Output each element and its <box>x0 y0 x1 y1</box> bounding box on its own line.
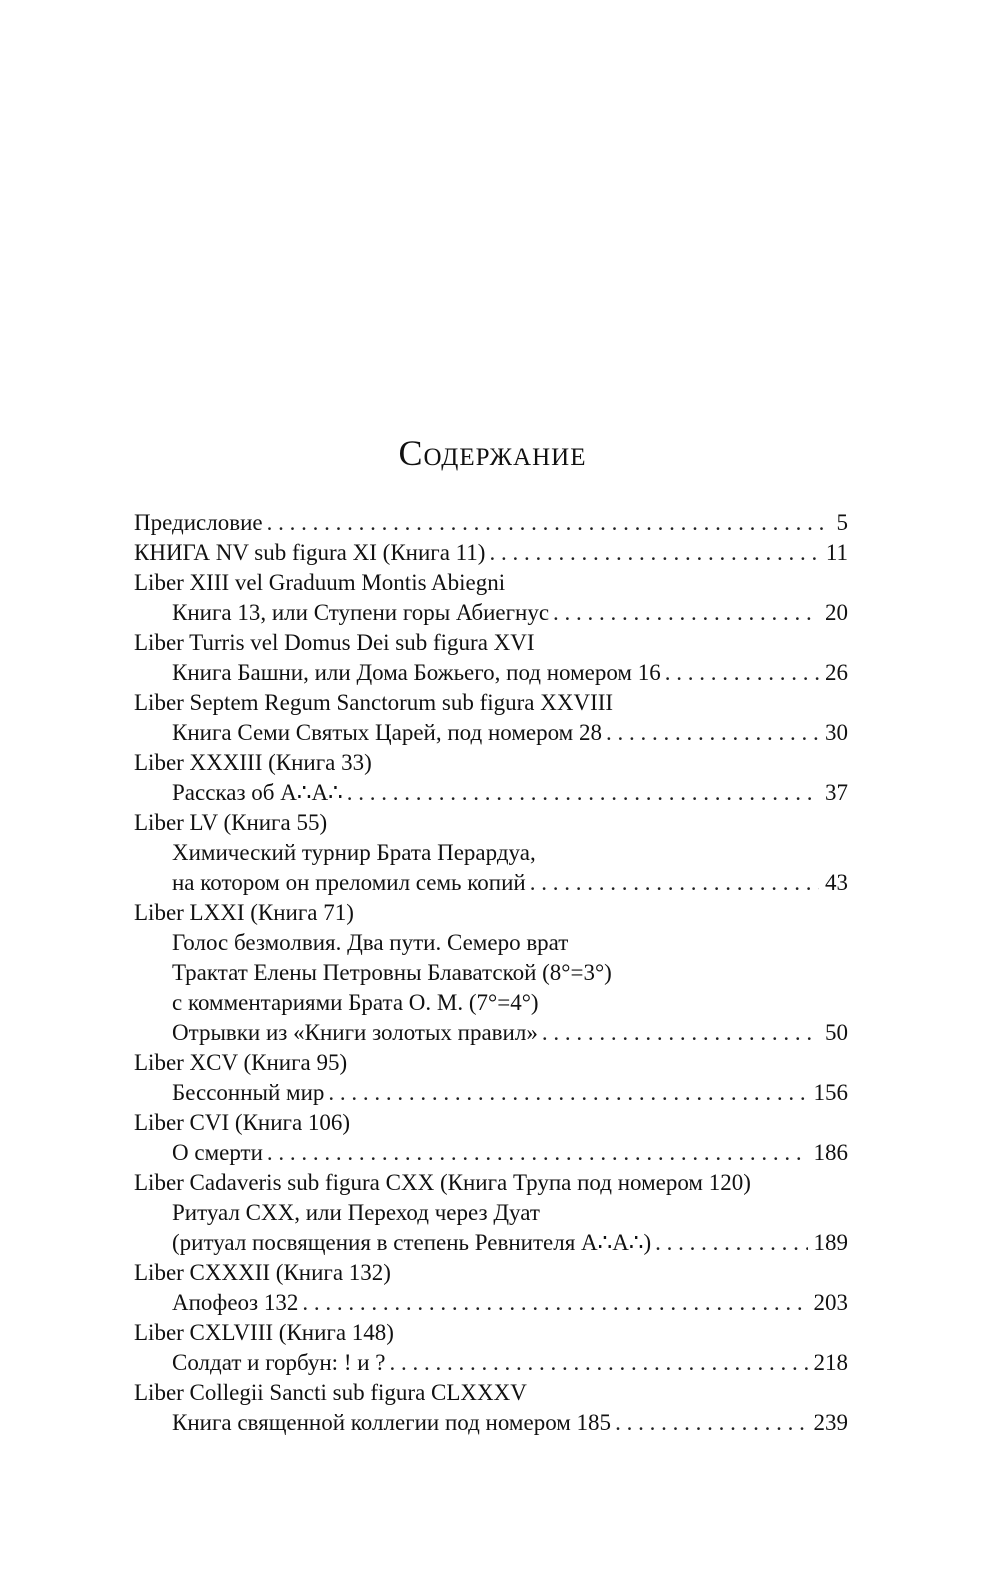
toc-page-number: 189 <box>813 1230 848 1255</box>
dot-leader <box>302 1288 807 1318</box>
toc-page-number: 43 <box>825 870 848 895</box>
dot-leader <box>542 1018 819 1048</box>
toc-heading <box>134 1258 848 1288</box>
toc-page-number: 203 <box>813 1290 848 1315</box>
toc-entry-title: Голос безмолвия. Два пути. Семеро врат <box>172 930 569 955</box>
toc-entry-title: Liber CXXXII (Книга 132) <box>134 1260 391 1285</box>
toc-heading <box>134 688 848 718</box>
dot-leader <box>530 868 819 898</box>
toc-entry-title: Liber XCV (Книга 95) <box>134 1050 348 1075</box>
toc-entry-title: Liber XIII vel Graduum Montis Abiegni <box>134 570 506 595</box>
toc-entry-title: Книга Башни, или Дома Божьего, под номером 16 <box>172 660 661 685</box>
toc-page-number: 11 <box>825 540 848 565</box>
toc-page-number: 156 <box>813 1080 848 1105</box>
dot-leader <box>606 718 819 748</box>
toc-entry-title: Предисловие <box>134 510 263 535</box>
toc-entry-title: Liber LXXI (Книга 71) <box>134 900 354 925</box>
dot-leader <box>328 1078 807 1108</box>
toc-entry-title: Бессонный мир <box>172 1080 325 1105</box>
toc-entry-title: Liber CVI (Книга 106) <box>134 1110 351 1135</box>
toc-heading <box>134 1108 848 1138</box>
toc-heading <box>134 1048 848 1078</box>
toc-entry <box>134 1018 848 1048</box>
toc-entry-title: Ритуал CXX, или Переход через Дуат <box>172 1200 540 1225</box>
toc-entry-title: Liber Septem Regum Sanctorum sub figura XXVIII <box>134 690 614 715</box>
toc-page-number: 37 <box>825 780 848 805</box>
toc-heading <box>134 988 848 1018</box>
toc-heading <box>134 1168 848 1198</box>
table-of-contents <box>134 508 848 1438</box>
toc-entry-title: (ритуал посвящения в степень Ревнителя A∴A∴) <box>172 1230 652 1255</box>
toc-entry <box>134 1228 848 1258</box>
toc-entry-title: Liber CXLVIII (Книга 148) <box>134 1320 394 1345</box>
dot-leader <box>665 658 819 688</box>
toc-entry-title: Liber Turris vel Domus Dei sub figura XVI <box>134 630 535 655</box>
toc-entry-title: Liber LV (Книга 55) <box>134 810 328 835</box>
toc-entry <box>134 718 848 748</box>
toc-heading <box>134 568 848 598</box>
toc-entry <box>134 1348 848 1378</box>
toc-page-number: 26 <box>825 660 848 685</box>
toc-entry-title: Liber Cadaveris sub figura CXX (Книга Трупа под номером 120) <box>134 1170 751 1195</box>
toc-heading <box>134 1198 848 1228</box>
toc-entry-title: Книга Семи Святых Царей, под номером 28 <box>172 720 602 745</box>
dot-leader <box>347 778 819 808</box>
toc-page-number: 186 <box>813 1140 848 1165</box>
toc-page-number: 30 <box>825 720 848 745</box>
dot-leader <box>553 598 819 628</box>
toc-page-number: 5 <box>836 510 848 535</box>
toc-page-number: 218 <box>813 1350 848 1375</box>
toc-entry-title: на котором он преломил семь копий <box>172 870 526 895</box>
toc-entry-title: Книга священной коллегии под номером 185 <box>172 1410 612 1435</box>
toc-entry-title: Химический турнир Брата Перардуа, <box>172 840 536 865</box>
dot-leader <box>615 1408 807 1438</box>
toc-entry <box>134 868 848 898</box>
toc-entry-title: Liber Collegii Sancti sub figura CLXXXV <box>134 1380 527 1405</box>
toc-entry-title: КНИГА NV sub figura XI (Книга 11) <box>134 540 486 565</box>
toc-heading <box>134 808 848 838</box>
toc-heading <box>134 1318 848 1348</box>
toc-heading <box>134 898 848 928</box>
dot-leader <box>267 1138 808 1168</box>
toc-entry <box>134 1138 848 1168</box>
dot-leader <box>390 1348 808 1378</box>
dot-leader <box>489 538 819 568</box>
toc-entry <box>134 508 848 538</box>
toc-entry-title: с комментариями Брата О. М. (7°=4°) <box>172 990 539 1015</box>
toc-entry <box>134 1078 848 1108</box>
toc-page-number: 239 <box>813 1410 848 1435</box>
toc-entry <box>134 1408 848 1438</box>
toc-entry <box>134 658 848 688</box>
toc-entry-title: Солдат и горбун: ! и ? <box>172 1350 386 1375</box>
toc-heading <box>134 958 848 988</box>
toc-page-number: 20 <box>825 600 848 625</box>
dot-leader <box>655 1228 807 1258</box>
toc-entry-title: Liber XXXIII (Книга 33) <box>134 750 372 775</box>
toc-entry <box>134 598 848 628</box>
toc-entry-title: Апофеоз 132 <box>172 1290 299 1315</box>
toc-entry-title: Отрывки из «Книги золотых правил» <box>172 1020 538 1045</box>
page-title: Содержание <box>398 433 587 473</box>
toc-entry <box>134 538 848 568</box>
toc-heading <box>134 748 848 778</box>
toc-page-number: 50 <box>825 1020 848 1045</box>
toc-entry-title: Трактат Елены Петровны Блаватской (8°=3°) <box>172 960 612 985</box>
toc-entry <box>134 778 848 808</box>
toc-entry-title: Книга 13, или Ступени горы Абиегнус <box>172 600 550 625</box>
toc-entry <box>134 1288 848 1318</box>
toc-entry-title: Рассказ об A∴A∴ <box>172 780 343 805</box>
toc-heading <box>134 1378 848 1408</box>
toc-heading <box>134 838 848 868</box>
toc-heading <box>134 928 848 958</box>
toc-entry-title: О смерти <box>172 1140 263 1165</box>
dot-leader <box>267 508 831 538</box>
toc-heading <box>134 628 848 658</box>
